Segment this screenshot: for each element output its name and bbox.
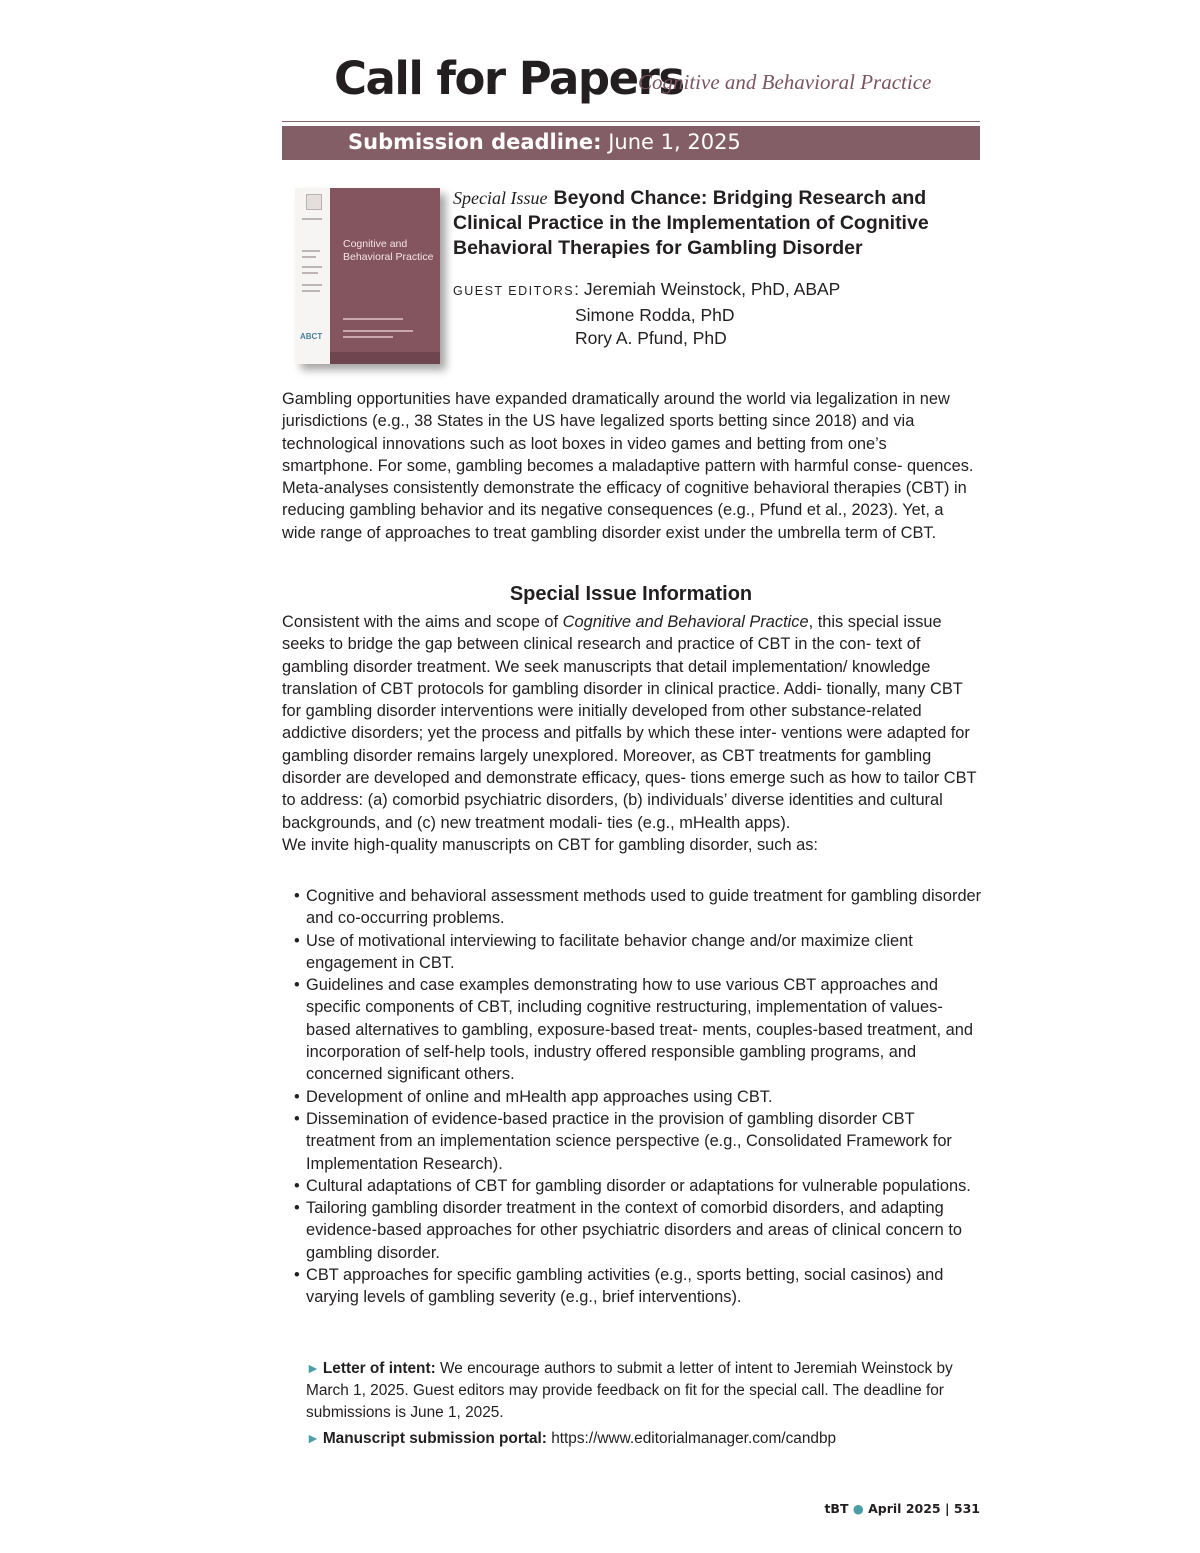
list-item [294,1086,984,1108]
invite-text: We invite high-quality manuscripts on CBT for gambling disorder, such as: [282,835,818,854]
list-item-text: CBT approaches for specific gambling activities (e.g., sports betting, social casinos) and varying levels of gambling severity (e.g., brief interventions). [306,1266,944,1307]
letter-of-intent-label: Letter of intent: [322,1360,436,1377]
special-issue-title-block [453,186,973,261]
bullet-icon: • [294,1087,300,1106]
cover-title: Cognitive and Behavioral Practice [343,238,434,263]
info-text: , this special issue seeks to bridge the gap between clinical research and practice of CBT in the con- text of gambling disorder treatment. We seek manuscripts that detail implementation/ knowledge translation of CBT protocols for gambling disorder in clinical practice. Addi- tionally, many CBT for gambling disorder interventions were initially developed from other substance-related addictive disorders; yet the process and pitfalls by which these inter- ventions were adapted for gambling disorder remains largely unexplored. Moreover, as CBT treatments for gambling disorder are developed and demonstrate efficacy, ques- tions emerge such as how to tailor CBT to address: (a) comorbid psychiatric disorders, (b) individuals’ diverse identities and cultural backgrounds, and (c) new treatment modali- ties (e.g., mHealth apps). [282,613,977,832]
list-item [294,1108,984,1175]
deadline-banner [282,126,980,160]
info-journal-name: Cognitive and Behavioral Practice [562,613,809,631]
editor-name: Rory A. Pfund, PhD [575,328,727,348]
dot-icon: ● [852,1501,864,1516]
page-footer [824,1501,980,1516]
bullet-icon: • [294,1266,300,1285]
list-item-text: Tailoring gambling disorder treatment in the context of comorbid disorders, and adapting evidence-based approaches for other psychiatric disorders and areas of clinical concern to gambling disorder. [306,1199,962,1262]
bullet-icon: • [294,1176,300,1195]
cover-line [302,272,318,274]
cover-line [343,330,413,332]
cover-line [302,218,322,220]
portal-label: Manuscript submission portal: [322,1430,547,1447]
info-paragraph [282,611,980,856]
guest-editors-label: GUEST EDITORS [453,284,575,298]
list-item [294,974,984,1085]
bullet-icon: • [294,931,300,950]
guest-editors [453,278,973,351]
special-issue-title-text: Beyond Chance: Bridging Research and Clinical Practice in the Implementation of Cognitive Behavioral Therapies for Gambling Disorder [453,187,929,259]
cover-line [343,318,403,320]
cover-line [302,266,322,268]
letter-of-intent [306,1357,976,1424]
topic-list [294,885,984,1309]
arrow-right-icon: ► [306,1360,320,1376]
publisher-logo-icon [306,194,322,210]
portal-link[interactable]: https://www.editorialmanager.com/candbp [551,1430,837,1447]
list-item [294,1264,984,1309]
bullet-icon: • [294,1199,300,1218]
list-item-text: Cognitive and behavioral assessment methods used to guide treatment for gambling disorder and co-occurring problems. [306,887,982,928]
list-item-text: Cultural adaptations of CBT for gambling disorder or adaptations for vulnerable populations. [306,1176,971,1195]
page-title: Call for Papers [334,52,684,105]
info-text: Consistent with the aims and scope of [282,613,563,631]
bullet-icon: • [294,887,300,905]
special-issue-title [453,186,973,261]
footer-separator: | [944,1501,950,1516]
bullet-icon: • [294,976,300,995]
list-item-text: Use of motivational interviewing to facilitate behavior change and/or maximize client engagement in CBT. [306,931,913,972]
deadline-date: June 1, 2025 [608,130,741,154]
journal-cover-image [295,188,440,364]
cover-panel [330,188,440,364]
cover-publisher-mark: ABCT [300,332,323,341]
list-item-text: Dissemination of evidence-based practice in the provision of gambling disorder CBT treatment from an implementation science perspective (e.g., Consolidated Framework for Implementation Research). [306,1109,952,1173]
deadline-label: Submission deadline: [348,130,602,154]
arrow-right-icon: ► [306,1430,320,1446]
publication-name: tBT [824,1501,849,1516]
issue-date: April 2025 [868,1501,941,1516]
list-item-text: Development of online and mHealth app approaches using CBT. [306,1087,773,1106]
cover-line [302,290,320,292]
cover-line [302,284,322,286]
editor-row: GUEST EDITORS: Jeremiah Weinstock, PhD, ABAP [453,279,841,299]
intro-paragraph: Gambling opportunities have expanded dramatically around the world via legalization in new jurisdictions (e.g., 38 States in the US have legalized sports betting since 2018) and via technological innovations such as loot boxes in video games and betting from one’s smartphone. For some, gambling becomes a maladaptive pattern with harmful conse- quences. Meta-analyses consistently demonstrate the efficacy of cognitive behavioral therapies (CBT) in reducing gambling behavior and its negative consequences (e.g., Pfund et al., 2023). Yet, a wide range of approaches to treat gambling disorder exist under the umbrella term of CBT. [282,390,974,542]
cover-line [302,256,316,258]
page-number: 531 [953,1501,980,1516]
journal-name: Cognitive and Behavioral Practice [638,70,932,94]
submission-portal [306,1427,976,1450]
header-rule [282,121,980,122]
letter-of-intent-text: We encourage authors to submit a letter of intent to Jeremiah Weinstock by March 1, 2025. Guest editors may provide feedback on fit for the special call. The deadline for submissions is June 1, 2025. [306,1360,953,1421]
list-item-text: Guidelines and case examples demonstrating how to use various CBT approaches and specific components of CBT, including cognitive restructuring, implementation of values-based alternatives to gambling, exposure-based treat- ments, couples-based treatment, and incorporation of self-help tools, industry offered responsible gambling programs, and concerned significant others. [306,976,973,1084]
special-issue-label: Special Issue [453,188,548,208]
deadline-text [348,130,741,154]
list-item [294,1197,984,1264]
section-heading: Special Issue Information [509,583,753,605]
list-item [294,930,984,975]
bullet-icon: • [294,1109,300,1128]
editor-name: Simone Rodda, PhD [575,304,735,325]
cover-line [343,336,393,338]
cover-footer-band [330,352,440,364]
cover-spine-strip [295,188,330,364]
editor-name: Jeremiah Weinstock, PhD, ABAP [583,279,841,299]
list-item [294,885,984,930]
list-item [294,1175,984,1197]
cover-line [302,250,320,252]
header [334,52,984,112]
